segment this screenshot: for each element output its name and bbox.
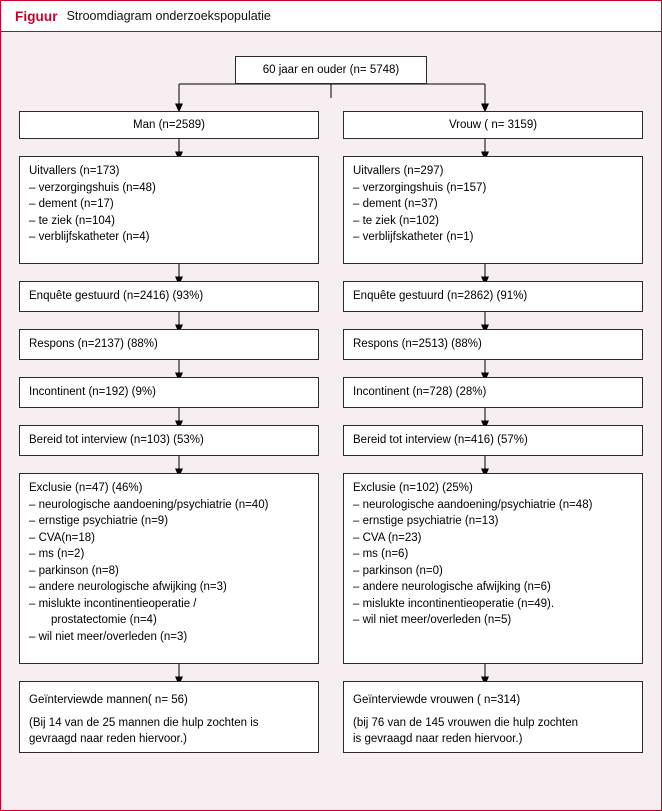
man-incontinent-label: Incontinent (n=192) (9%) (29, 386, 156, 399)
vrouw-exclusion-item: – wil niet meer/overleden (n=5) (353, 614, 512, 626)
vrouw-dropouts-item: – verblijfskatheter (n=1) (353, 231, 474, 243)
man-exclusion-item: – ms (n=2) (29, 548, 85, 560)
root-label: 60 jaar en ouder (n= 5748) (262, 63, 400, 76)
vrouw-exclusion-title: Exclusie (n=102) (25%) (353, 482, 473, 494)
figure-label: Figuur (15, 8, 58, 24)
vrouw-dropouts-item: – dement (n=37) (353, 198, 438, 210)
vrouw-exclusion-item: – ernstige psychiatrie (n=13) (353, 515, 499, 527)
figure-header (1, 1, 661, 32)
man-interviewed-box (19, 681, 319, 753)
man-exclusion-item: – CVA(n=18) (29, 531, 95, 544)
vrouw-exclusion-box (343, 473, 643, 664)
man-exclusion-item: – parkinson (n=8) (29, 564, 119, 577)
man-exclusion-box (19, 473, 319, 664)
flowchart-canvas (1, 32, 661, 810)
figure-title: Stroomdiagram onderzoekspopulatie (66, 9, 271, 23)
vrouw-exclusion-item: – parkinson (n=0) (353, 564, 443, 577)
vrouw-dropouts-box (343, 156, 643, 264)
man-dropouts-box (19, 156, 319, 264)
vrouw-exclusion-item: – andere neurologische afwijking (n=6) (353, 581, 551, 593)
vrouw-response-label: Respons (n=2513) (88%) (353, 338, 482, 351)
vrouw-interviewed-box (343, 681, 643, 753)
vrouw-header-box (343, 111, 643, 139)
vrouw-interviewed-note: is gevraagd naar reden hiervoor.) (353, 733, 523, 745)
man-header-label: Man (n=2589) (133, 118, 205, 131)
man-interviewed-note: (Bij 14 van de 25 mannen die hulp zochten is (29, 716, 259, 729)
man-exclusion-item: – mislukte incontinentieoperatie / (29, 597, 197, 610)
vrouw-exclusion-item: – mislukte incontinentieoperatie (n=49). (353, 597, 555, 610)
vrouw-dropouts-title: Uitvallers (n=297) (353, 165, 444, 177)
man-incontinent-box (19, 377, 319, 408)
vrouw-incontinent-label: Incontinent (n=728) (28%) (353, 386, 487, 399)
vrouw-incontinent-box (343, 377, 643, 408)
man-exclusion-title: Exclusie (n=47) (46%) (29, 482, 143, 494)
man-exclusion-item: – ernstige psychiatrie (n=9) (29, 515, 169, 527)
man-interviewed-title: Geïnterviewde mannen( n= 56) (29, 694, 188, 706)
vrouw-survey-sent-box (343, 281, 643, 312)
man-dropouts-item: – verzorgingshuis (n=48) (29, 181, 156, 194)
man-dropouts-item: – te ziek (n=104) (29, 214, 115, 227)
man-willing-box (19, 425, 319, 456)
vrouw-exclusion-item: – neurologische aandoening/psychiatrie (n=48) (353, 498, 593, 511)
man-willing-label: Bereid tot interview (n=103) (53%) (29, 434, 204, 447)
vrouw-response-box (343, 329, 643, 360)
vrouw-dropouts-item: – verzorgingshuis (n=157) (353, 181, 487, 194)
vrouw-interviewed-title: Geïnterviewde vrouwen ( n=314) (353, 694, 521, 706)
man-dropouts-item: – verblijfskatheter (n=4) (29, 231, 150, 243)
man-dropouts-item: – dement (n=17) (29, 198, 114, 210)
man-survey-sent-label: Enquête gestuurd (n=2416) (93%) (29, 290, 204, 303)
man-interviewed-note: gevraagd naar reden hiervoor.) (29, 733, 187, 745)
man-exclusion-item: – andere neurologische afwijking (n=3) (29, 581, 227, 593)
vrouw-dropouts-item: – te ziek (n=102) (353, 214, 439, 227)
root-box (235, 56, 427, 84)
man-response-label: Respons (n=2137) (88%) (29, 338, 158, 351)
man-exclusion-item: – wil niet meer/overleden (n=3) (29, 630, 188, 643)
vrouw-exclusion-item: – ms (n=6) (353, 548, 409, 560)
man-header-box (19, 111, 319, 139)
vrouw-header-label: Vrouw ( n= 3159) (448, 118, 538, 131)
man-exclusion-item: – neurologische aandoening/psychiatrie (n=40) (29, 498, 269, 511)
man-exclusion-item-cont: prostatectomie (n=4) (51, 614, 157, 626)
man-response-box (19, 329, 319, 360)
vrouw-interviewed-note: (bij 76 van de 145 vrouwen die hulp zochten (353, 716, 579, 729)
man-dropouts-title: Uitvallers (n=173) (29, 165, 120, 177)
vrouw-willing-box (343, 425, 643, 456)
vrouw-willing-label: Bereid tot interview (n=416) (57%) (353, 434, 528, 447)
vrouw-survey-sent-label: Enquête gestuurd (n=2862) (91%) (353, 290, 528, 303)
vrouw-exclusion-item: – CVA (n=23) (353, 531, 422, 544)
man-survey-sent-box (19, 281, 319, 312)
